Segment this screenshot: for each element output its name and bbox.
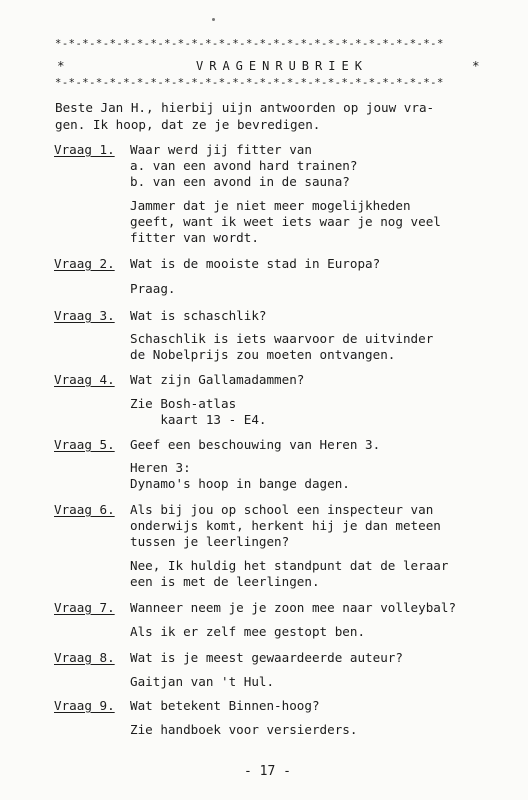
question-text: Wanneer neem je je zoon mee naar volleybal? <box>130 600 457 615</box>
answer-text: Zie handboek voor versierders. <box>130 722 358 737</box>
answer-text: Praag. <box>130 281 176 296</box>
question-label: Vraag 2. <box>54 256 115 271</box>
question-text: b. van een avond in de sauna? <box>130 174 350 189</box>
question-text: Als bij jou op school een inspecteur van <box>130 502 434 517</box>
answer-text: Heren 3: <box>130 460 191 475</box>
answer-text: geeft, want ik weet iets waar je nog veel <box>130 214 441 229</box>
header-border-top: *-*-*-*-*-*-*-*-*-*-*-*-*-*-*-*-*-*-*-*-*-*-*-*-*-*-*-*-* <box>55 38 444 50</box>
question-text: Geef een beschouwing van Heren 3. <box>130 437 381 452</box>
answer-text: fitter van wordt. <box>130 230 259 245</box>
question-text: Wat is je meest gewaardeerde auteur? <box>130 650 403 665</box>
answer-text: Zie Bosh-atlas <box>130 396 237 411</box>
answer-text: de Nobelprijs zou moeten ontvangen. <box>130 347 396 362</box>
question-text: onderwijs komt, herkent hij je dan meteen <box>130 518 441 533</box>
question-label: Vraag 7. <box>54 600 115 615</box>
question-label: Vraag 6. <box>54 502 115 517</box>
intro-line-1: Beste Jan H., hierbij uijn antwoorden op jouw vra- <box>55 100 435 115</box>
page-title: VRAGENRUBRIEK <box>196 59 368 73</box>
question-label: Vraag 9. <box>54 698 115 713</box>
question-label: Vraag 5. <box>54 437 115 452</box>
question-text: Waar werd jij fitter van <box>130 142 312 157</box>
intro-line-2: gen. Ik hoop, dat ze je bevredigen. <box>55 117 321 132</box>
page-number: - 17 - <box>244 764 291 779</box>
question-text: tussen je leerlingen? <box>130 534 290 549</box>
answer-text: Dynamo's hoop in bange dagen. <box>130 476 350 491</box>
answer-text: Jammer dat je niet meer mogelijkheden <box>130 198 411 213</box>
answer-text: Nee, Ik huldig het standpunt dat de leraar <box>130 558 449 573</box>
paper-speck <box>212 18 215 21</box>
header-star-left: * <box>57 58 65 73</box>
question-text: Wat is schaschlik? <box>130 308 267 323</box>
header-border-bottom: *-*-*-*-*-*-*-*-*-*-*-*-*-*-*-*-*-*-*-*-*-*-*-*-*-*-*-*-* <box>55 77 444 89</box>
answer-text: een is met de leerlingen. <box>130 574 320 589</box>
question-text: Wat is de mooiste stad in Europa? <box>130 256 381 271</box>
question-label: Vraag 3. <box>54 308 115 323</box>
question-text: Wat zijn Gallamadammen? <box>130 372 305 387</box>
answer-text: Als ik er zelf mee gestopt ben. <box>130 624 366 639</box>
header-star-right: * <box>472 58 480 73</box>
answer-text: Schaschlik is iets waarvoor de uitvinder <box>130 331 434 346</box>
question-label: Vraag 1. <box>54 142 115 157</box>
answer-text: Gaitjan van 't Hul. <box>130 674 275 689</box>
question-label: Vraag 8. <box>54 650 115 665</box>
answer-text: kaart 13 - E4. <box>130 412 267 427</box>
question-text: a. van een avond hard trainen? <box>130 158 358 173</box>
question-text: Wat betekent Binnen-hoog? <box>130 698 320 713</box>
question-label: Vraag 4. <box>54 372 115 387</box>
